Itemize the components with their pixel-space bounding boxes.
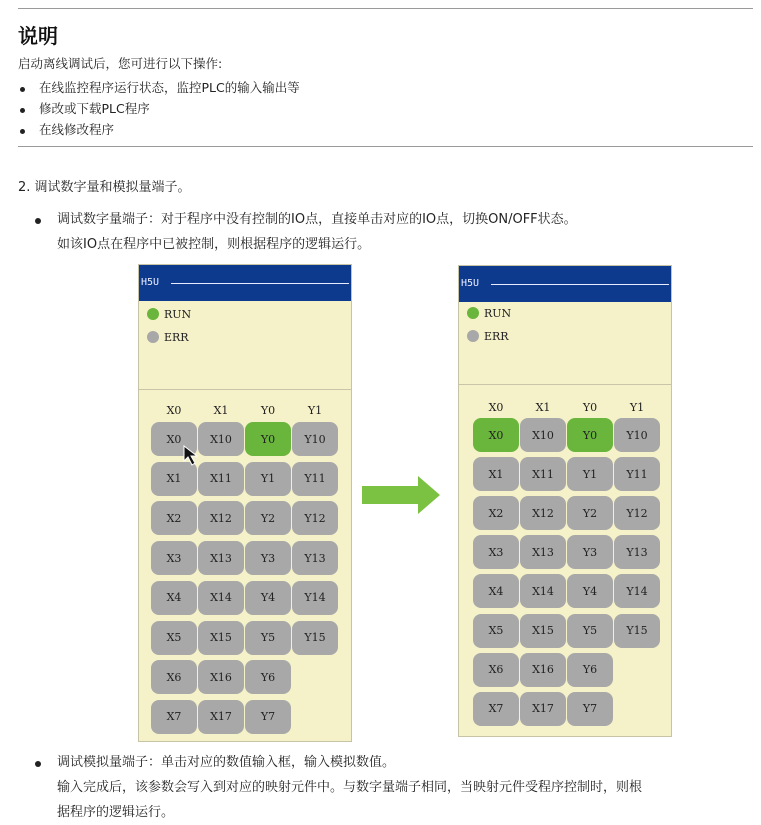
panel-title-bar [139, 265, 351, 301]
io-button-x3[interactable]: X3 [473, 535, 519, 569]
io-button-y13[interactable]: Y13 [614, 535, 660, 569]
analog-paragraph [57, 750, 642, 825]
digital-line: 如该IO点在程序中已被控制，则根据程序的逻辑运行。 [57, 237, 371, 252]
status-led-icon [147, 331, 159, 343]
io-button-y5[interactable]: Y5 [245, 621, 291, 655]
bullet-dot [35, 761, 41, 767]
io-button-y13[interactable]: Y13 [292, 541, 338, 575]
io-button-x4[interactable]: X4 [151, 581, 197, 615]
io-button-x2[interactable]: X2 [473, 496, 519, 530]
io-button-y11[interactable]: Y11 [292, 462, 338, 496]
io-button-y3[interactable]: Y3 [567, 535, 613, 569]
column-header: Y1 [629, 401, 645, 414]
status-led-icon [147, 308, 159, 320]
io-button-y1[interactable]: Y1 [245, 462, 291, 496]
column-header: X1 [535, 401, 551, 414]
io-button-y0[interactable]: Y0 [245, 422, 291, 456]
mouse-pointer-icon [183, 445, 201, 467]
io-button-x15[interactable]: X15 [520, 614, 566, 648]
io-button-x6[interactable]: X6 [473, 653, 519, 687]
title-bar-line [491, 284, 669, 285]
io-button-x3[interactable]: X3 [151, 541, 197, 575]
io-button-x10[interactable]: X10 [198, 422, 244, 456]
status-led-icon [467, 307, 479, 319]
io-button-x14[interactable]: X14 [198, 581, 244, 615]
right-arrow-icon [362, 476, 442, 514]
io-button-y7[interactable]: Y7 [245, 700, 291, 734]
io-button-x13[interactable]: X13 [520, 535, 566, 569]
io-button-y5[interactable]: Y5 [567, 614, 613, 648]
top-rule [18, 8, 753, 9]
io-button-y14[interactable]: Y14 [614, 574, 660, 608]
analog-line: 调试模拟量端子：单击对应的数值输入框，输入模拟数值。 [57, 755, 396, 770]
io-button-y12[interactable]: Y12 [292, 501, 338, 535]
column-header: Y0 [260, 404, 276, 417]
io-button-x15[interactable]: X15 [198, 621, 244, 655]
io-button-y15[interactable]: Y15 [614, 614, 660, 648]
io-button-y3[interactable]: Y3 [245, 541, 291, 575]
status-indicator-run [147, 308, 191, 321]
status-led-icon [467, 330, 479, 342]
io-button-x11[interactable]: X11 [520, 457, 566, 491]
io-button-y1[interactable]: Y1 [567, 457, 613, 491]
io-button-x12[interactable]: X12 [520, 496, 566, 530]
status-indicator-err [147, 331, 189, 344]
digital-paragraph [57, 207, 577, 257]
status-indicator-run [467, 307, 511, 320]
io-button-x16[interactable]: X16 [520, 653, 566, 687]
analog-line: 输入完成后，该参数会写入到对应的映射元件中。与数字量端子相同，当映射元件受程序控制时，则根 [57, 780, 643, 795]
io-button-x11[interactable]: X11 [198, 462, 244, 496]
column-header: Y0 [582, 401, 598, 414]
io-button-x12[interactable]: X12 [198, 501, 244, 535]
panel-title: H5U [141, 277, 160, 288]
io-button-x16[interactable]: X16 [198, 660, 244, 694]
io-button-y0[interactable]: Y0 [567, 418, 613, 452]
status-label: ERR [484, 330, 509, 343]
status-label: RUN [484, 307, 512, 320]
io-button-x7[interactable]: X7 [151, 700, 197, 734]
io-button-x4[interactable]: X4 [473, 574, 519, 608]
bullet-dot [35, 218, 41, 224]
io-button-x2[interactable]: X2 [151, 501, 197, 535]
status-label: ERR [164, 331, 189, 344]
io-button-y4[interactable]: Y4 [567, 574, 613, 608]
note-intro: 启动离线调试后，您可进行以下操作: [18, 56, 223, 71]
io-button-x0[interactable]: X0 [151, 422, 197, 456]
io-button-y10[interactable]: Y10 [614, 418, 660, 452]
column-header: Y1 [307, 404, 323, 417]
io-button-x1[interactable]: X1 [151, 462, 197, 496]
io-button-x5[interactable]: X5 [151, 621, 197, 655]
plc-panel-after [458, 265, 672, 737]
note-bullet: 修改或下载PLC程序 [18, 99, 300, 120]
io-button-x5[interactable]: X5 [473, 614, 519, 648]
digital-line: 调试数字量端子：对于程序中没有控制的IO点，直接单击对应的IO点，切换ON/OFF状态。 [57, 212, 577, 227]
io-button-y7[interactable]: Y7 [567, 692, 613, 726]
bottom-rule [18, 146, 753, 147]
section-title: 2. 调试数字量和模拟量端子。 [18, 180, 191, 195]
io-button-x13[interactable]: X13 [198, 541, 244, 575]
io-button-x1[interactable]: X1 [473, 457, 519, 491]
io-button-y15[interactable]: Y15 [292, 621, 338, 655]
panel-title-bar [459, 266, 671, 302]
analog-line: 据程序的逻辑运行。 [57, 805, 175, 820]
io-button-x6[interactable]: X6 [151, 660, 197, 694]
io-button-x14[interactable]: X14 [520, 574, 566, 608]
io-button-x17[interactable]: X17 [520, 692, 566, 726]
note-bullet-list [18, 78, 300, 141]
column-header: X1 [213, 404, 229, 417]
io-button-y6[interactable]: Y6 [245, 660, 291, 694]
io-button-y12[interactable]: Y12 [614, 496, 660, 530]
io-button-x17[interactable]: X17 [198, 700, 244, 734]
note-bullet: 在线监控程序运行状态，监控PLC的输入输出等 [18, 78, 300, 99]
io-button-y4[interactable]: Y4 [245, 581, 291, 615]
plc-panel-before [138, 264, 352, 742]
io-button-y10[interactable]: Y10 [292, 422, 338, 456]
note-bullet: 在线修改程序 [18, 120, 300, 141]
io-button-y2[interactable]: Y2 [245, 501, 291, 535]
panel-divider [139, 389, 351, 390]
column-header: X0 [166, 404, 182, 417]
status-indicator-err [467, 330, 509, 343]
panel-divider [459, 384, 671, 385]
note-title: 说明 [18, 24, 58, 48]
io-button-y14[interactable]: Y14 [292, 581, 338, 615]
column-header: X0 [488, 401, 504, 414]
io-button-x10[interactable]: X10 [520, 418, 566, 452]
io-button-y2[interactable]: Y2 [567, 496, 613, 530]
panel-title: H5U [461, 278, 480, 289]
io-button-x7[interactable]: X7 [473, 692, 519, 726]
title-bar-line [171, 283, 349, 284]
io-button-y6[interactable]: Y6 [567, 653, 613, 687]
io-button-y11[interactable]: Y11 [614, 457, 660, 491]
status-label: RUN [164, 308, 192, 321]
io-button-x0[interactable]: X0 [473, 418, 519, 452]
